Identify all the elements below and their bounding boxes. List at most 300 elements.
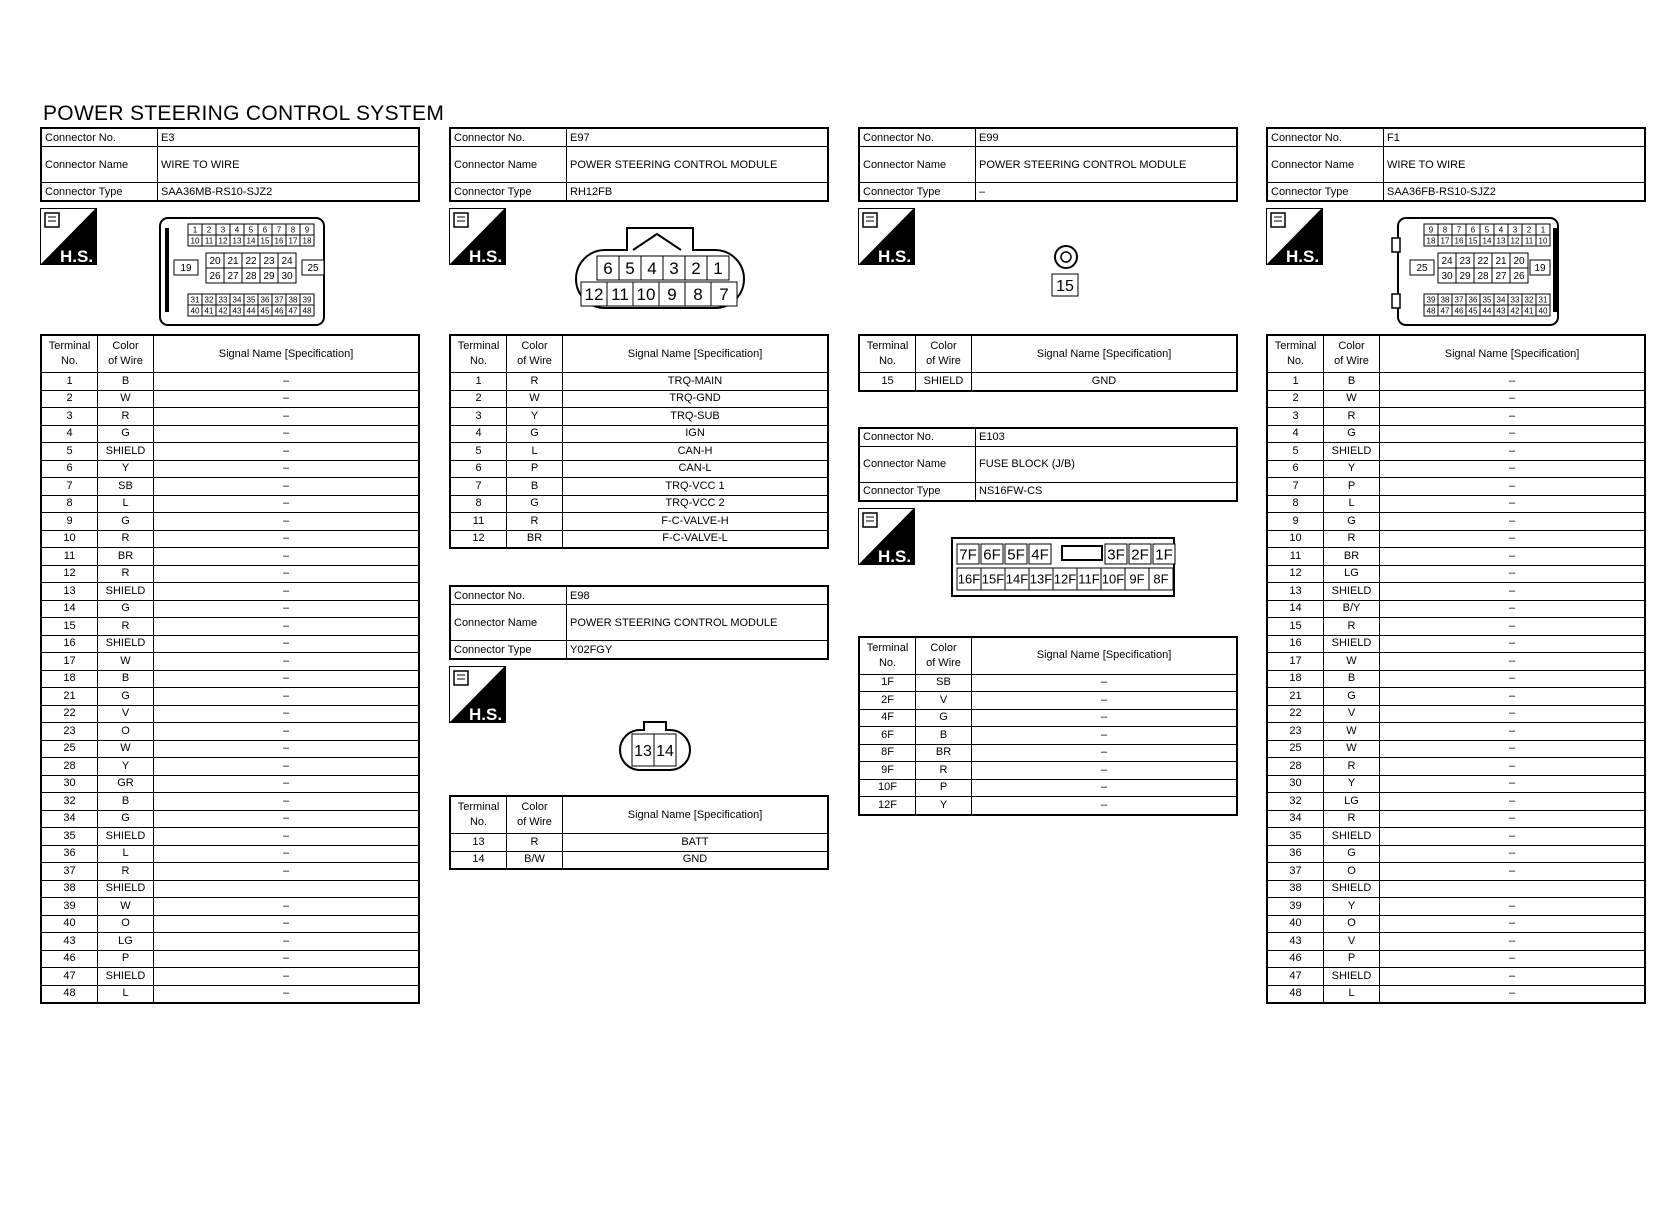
connector-info-e97: [449, 127, 829, 202]
wire-color-cell: L: [98, 845, 154, 863]
pin-number: 46: [1454, 306, 1464, 316]
table-row: [1267, 775, 1645, 793]
connector-no-value: E97: [567, 128, 829, 147]
wire-color-cell: W: [1324, 390, 1380, 408]
connector-no-value: E99: [976, 128, 1238, 147]
pin-number: 43: [232, 306, 242, 316]
table-row: [41, 688, 419, 706]
terminal-no-cell: 16: [41, 635, 98, 653]
pin-number: 18: [1426, 236, 1436, 246]
wire-color-cell: BR: [98, 548, 154, 566]
signal-name-cell: –: [1380, 530, 1646, 548]
pin-number: 5: [248, 225, 254, 235]
signal-name-cell: –: [154, 968, 420, 986]
pin-number: 39: [1426, 295, 1436, 305]
terminal-no-cell: 6: [1267, 460, 1324, 478]
signal-name-cell: –: [1380, 495, 1646, 513]
terminal-no-cell: 48: [41, 985, 98, 1003]
table-row: [41, 635, 419, 653]
table-row: [450, 851, 828, 869]
connector-name-value: FUSE BLOCK (J/B): [976, 446, 1238, 482]
signal-name-cell: –: [1380, 845, 1646, 863]
wire-color-cell: W: [507, 390, 563, 408]
pin-number: 18: [302, 236, 312, 246]
connector-no-label: Connector No.: [450, 586, 567, 605]
table-row: [450, 478, 828, 496]
signal-name-cell: –: [154, 460, 420, 478]
table-row: [1267, 513, 1645, 531]
signal-name-cell: TRQ-GND: [563, 390, 829, 408]
terminal-table-e98: [449, 795, 829, 870]
table-row: [41, 740, 419, 758]
terminal-no-cell: 7: [1267, 478, 1324, 496]
signal-name-cell: –: [972, 762, 1238, 780]
pin-number: 13: [1496, 236, 1506, 246]
terminal-no-cell: 28: [1267, 758, 1324, 776]
table-row: [41, 828, 419, 846]
signal-name-cell: –: [154, 898, 420, 916]
table-row: [859, 797, 1237, 815]
terminal-no-cell: 21: [41, 688, 98, 706]
signal-name-cell: –: [154, 425, 420, 443]
table-row: [1267, 828, 1645, 846]
hs-harness-side-icon: H.S.: [449, 208, 506, 265]
wire-color-cell: SB: [916, 674, 972, 692]
terminal-no-cell: 8: [1267, 495, 1324, 513]
table-row: [41, 985, 419, 1003]
pin-number: 13: [634, 742, 652, 760]
terminal-no-cell: 7: [450, 478, 507, 496]
table-row: [1267, 880, 1645, 898]
pin-number: 33: [218, 295, 228, 305]
terminal-table-e99: [858, 334, 1238, 392]
terminal-no-cell: 40: [41, 915, 98, 933]
pin-number: 46: [274, 306, 284, 316]
table-row: [41, 933, 419, 951]
pin-number: 25: [1416, 263, 1428, 275]
signal-name-cell: –: [1380, 740, 1646, 758]
wire-color-cell: G: [98, 600, 154, 618]
wire-color-cell: R: [98, 863, 154, 881]
pin-number: 1: [713, 259, 723, 279]
wire-color-cell: SHIELD: [1324, 828, 1380, 846]
table-row: [1267, 968, 1645, 986]
pin-number: 14: [246, 236, 256, 246]
terminal-no-cell: 1F: [859, 674, 916, 692]
signal-name-cell: CAN-H: [563, 443, 829, 461]
terminal-no-cell: 35: [41, 828, 98, 846]
connector-name-label: Connector Name: [450, 147, 567, 183]
connector-type-label: Connector Type: [859, 183, 976, 202]
table-row: [859, 779, 1237, 797]
wire-color-cell: L: [98, 985, 154, 1003]
signal-name-cell: [1380, 880, 1646, 898]
signal-name-cell: –: [1380, 968, 1646, 986]
terminal-no-cell: 8F: [859, 744, 916, 762]
terminal-no-header: Terminal No.: [859, 637, 916, 675]
table-row: [1267, 705, 1645, 723]
e3-pin-grid: [174, 224, 324, 316]
pin-number: 37: [274, 295, 284, 305]
pin-number: 16: [1454, 236, 1464, 246]
pin-number: 26: [1513, 271, 1525, 283]
wire-color-cell: Y: [98, 460, 154, 478]
table-row: [1267, 373, 1645, 391]
pin-number: 3: [1512, 225, 1518, 235]
signal-name-cell: –: [154, 618, 420, 636]
signal-name-cell: –: [972, 797, 1238, 815]
table-row: [1267, 985, 1645, 1003]
connector-figure-f1: [1266, 202, 1646, 334]
pin-number: 24: [1441, 256, 1453, 268]
pin-number: 4F: [1031, 545, 1049, 563]
wire-color-cell: SHIELD: [1324, 635, 1380, 653]
wire-color-cell: R: [98, 408, 154, 426]
terminal-no-cell: 21: [1267, 688, 1324, 706]
pin-number: 14: [656, 742, 674, 760]
signal-name-cell: –: [1380, 933, 1646, 951]
wire-color-cell: R: [507, 373, 563, 391]
connector-type-label: Connector Type: [41, 183, 158, 202]
table-row: [1267, 425, 1645, 443]
table-row: [41, 583, 419, 601]
pin-number: 30: [281, 271, 293, 283]
signal-name-cell: –: [154, 828, 420, 846]
pin-number: 17: [288, 236, 298, 246]
table-row: [1267, 635, 1645, 653]
terminal-no-cell: 18: [41, 670, 98, 688]
wire-color-cell: Y: [1324, 775, 1380, 793]
wire-color-cell: B: [1324, 373, 1380, 391]
signal-name-cell: –: [154, 653, 420, 671]
table-row: [1267, 390, 1645, 408]
wire-color-cell: SHIELD: [98, 635, 154, 653]
signal-name-cell: –: [972, 727, 1238, 745]
table-row: [41, 793, 419, 811]
table-row: [41, 863, 419, 881]
pin-number: 10: [1538, 236, 1548, 246]
terminal-no-cell: 5: [450, 443, 507, 461]
table-row: [41, 775, 419, 793]
signal-name-header: Signal Name [Specification]: [972, 335, 1238, 373]
pin-number: 11: [204, 236, 214, 246]
pin-number: 14: [1482, 236, 1492, 246]
pin-number: 10: [636, 285, 656, 305]
terminal-no-cell: 14: [41, 600, 98, 618]
connector-figure-e3: [40, 202, 420, 334]
connector-info-e3: [40, 127, 420, 202]
table-row: [1267, 810, 1645, 828]
pin-number: 47: [288, 306, 298, 316]
wire-color-cell: R: [1324, 408, 1380, 426]
signal-name-cell: –: [154, 863, 420, 881]
terminal-no-cell: 13: [1267, 583, 1324, 601]
wire-color-cell: W: [1324, 653, 1380, 671]
terminal-no-cell: 34: [1267, 810, 1324, 828]
pin-number: 15: [260, 236, 270, 246]
connector-type-label: Connector Type: [859, 482, 976, 501]
wire-color-cell: V: [1324, 705, 1380, 723]
terminal-no-cell: 32: [41, 793, 98, 811]
wire-color-cell: W: [98, 653, 154, 671]
wire-color-cell: R: [1324, 810, 1380, 828]
wire-color-cell: SHIELD: [98, 880, 154, 898]
wire-color-cell: SHIELD: [1324, 583, 1380, 601]
wire-color-cell: G: [916, 709, 972, 727]
connector-info-e103: [858, 427, 1238, 502]
terminal-no-cell: 28: [41, 758, 98, 776]
pin-number: 48: [1426, 306, 1436, 316]
pin-number: 12: [218, 236, 228, 246]
pin-number: 20: [209, 256, 221, 268]
pin-number: 7: [1456, 225, 1462, 235]
signal-name-cell: –: [1380, 688, 1646, 706]
pin-number: 7F: [959, 545, 977, 563]
pin-number: 23: [263, 256, 275, 268]
wire-color-cell: W: [98, 390, 154, 408]
hs-harness-side-icon: H.S.: [40, 208, 97, 265]
terminal-no-cell: 13: [41, 583, 98, 601]
terminal-no-cell: 9: [41, 513, 98, 531]
wire-color-cell: BR: [1324, 548, 1380, 566]
signal-name-cell: –: [154, 408, 420, 426]
terminal-no-cell: 5: [41, 443, 98, 461]
table-row: [859, 762, 1237, 780]
wire-color-cell: G: [1324, 688, 1380, 706]
pin-number: 13: [232, 236, 242, 246]
pin-number: 32: [1524, 295, 1534, 305]
terminal-no-cell: 5: [1267, 443, 1324, 461]
terminal-no-cell: 2: [1267, 390, 1324, 408]
wire-color-cell: G: [507, 425, 563, 443]
terminal-no-cell: 6F: [859, 727, 916, 745]
connector-figure-e99: [858, 202, 1238, 334]
wire-color-cell: G: [98, 688, 154, 706]
signal-name-cell: –: [1380, 373, 1646, 391]
pin-number: 26: [209, 271, 221, 283]
signal-name-cell: –: [1380, 863, 1646, 881]
wire-color-cell: W: [98, 898, 154, 916]
terminal-no-header: Terminal No.: [450, 796, 507, 834]
wire-color-cell: B: [98, 793, 154, 811]
table-row: [859, 744, 1237, 762]
table-row: [1267, 460, 1645, 478]
wire-color-header: Color of Wire: [916, 637, 972, 675]
terminal-no-cell: 6: [41, 460, 98, 478]
table-row: [41, 758, 419, 776]
signal-name-cell: –: [154, 810, 420, 828]
pin-number: 6F: [983, 545, 1001, 563]
pin-number: 6: [262, 225, 268, 235]
table-row: [1267, 478, 1645, 496]
wire-color-cell: L: [1324, 985, 1380, 1003]
pin-number: 33: [1510, 295, 1520, 305]
signal-name-cell: –: [1380, 915, 1646, 933]
signal-name-cell: –: [972, 674, 1238, 692]
signal-name-cell: –: [1380, 635, 1646, 653]
pin-number: 16: [274, 236, 284, 246]
table-row: [859, 674, 1237, 692]
terminal-table-e103: [858, 636, 1238, 816]
connector-type-value: –: [976, 183, 1238, 202]
table-row: [41, 880, 419, 898]
pin-number: 4: [234, 225, 240, 235]
table-row: [41, 723, 419, 741]
table-row: [41, 390, 419, 408]
pin-number: 42: [1510, 306, 1520, 316]
table-row: [450, 373, 828, 391]
terminal-no-cell: 2: [41, 390, 98, 408]
wire-color-cell: BR: [916, 744, 972, 762]
pin-number: 9: [1428, 225, 1434, 235]
signal-name-cell: CAN-L: [563, 460, 829, 478]
signal-name-cell: –: [154, 915, 420, 933]
signal-name-cell: –: [154, 513, 420, 531]
table-row: [41, 950, 419, 968]
terminal-table-f1: [1266, 334, 1646, 1004]
connector-type-value: Y02FGY: [567, 641, 829, 660]
wire-color-cell: W: [1324, 723, 1380, 741]
table-row: [1267, 565, 1645, 583]
terminal-no-cell: 2: [450, 390, 507, 408]
terminal-no-cell: 10: [41, 530, 98, 548]
terminal-no-cell: 3: [41, 408, 98, 426]
terminal-no-cell: 25: [1267, 740, 1324, 758]
wire-color-cell: V: [1324, 933, 1380, 951]
table-row: [450, 460, 828, 478]
signal-name-cell: –: [1380, 513, 1646, 531]
table-row: [1267, 915, 1645, 933]
connector-type-label: Connector Type: [450, 641, 567, 660]
signal-name-cell: –: [1380, 408, 1646, 426]
signal-name-cell: –: [154, 548, 420, 566]
table-row: [41, 460, 419, 478]
pin-number: 37: [1454, 295, 1464, 305]
wire-color-cell: Y: [507, 408, 563, 426]
pin-number: 1: [1540, 225, 1546, 235]
terminal-no-cell: 4: [1267, 425, 1324, 443]
pin-number: 34: [232, 295, 242, 305]
signal-name-cell: –: [1380, 600, 1646, 618]
terminal-no-cell: 1: [450, 373, 507, 391]
table-row: [41, 408, 419, 426]
terminal-no-cell: 46: [41, 950, 98, 968]
table-row: [1267, 408, 1645, 426]
signal-name-cell: –: [154, 723, 420, 741]
wire-color-cell: B/Y: [1324, 600, 1380, 618]
wire-color-cell: P: [98, 950, 154, 968]
terminal-no-cell: 14: [1267, 600, 1324, 618]
table-row: [1267, 740, 1645, 758]
table-row: [450, 495, 828, 513]
pin-number: 47: [1440, 306, 1450, 316]
table-row: [1267, 583, 1645, 601]
wire-color-cell: R: [98, 618, 154, 636]
pin-number: 12: [1510, 236, 1520, 246]
terminal-no-cell: 10: [1267, 530, 1324, 548]
wire-color-cell: L: [98, 495, 154, 513]
table-row: [41, 845, 419, 863]
pin-number: 35: [246, 295, 256, 305]
connector-name-value: WIRE TO WIRE: [1384, 147, 1646, 183]
connector-figure-e98: [449, 660, 829, 795]
signal-name-cell: –: [154, 740, 420, 758]
signal-name-cell: IGN: [563, 425, 829, 443]
table-row: [41, 898, 419, 916]
connector-name-label: Connector Name: [1267, 147, 1384, 183]
wire-color-cell: B/W: [507, 851, 563, 869]
table-row: [41, 425, 419, 443]
table-row: [1267, 443, 1645, 461]
terminal-no-cell: 12F: [859, 797, 916, 815]
terminal-no-cell: 8: [450, 495, 507, 513]
signal-name-cell: –: [1380, 443, 1646, 461]
wire-color-cell: G: [98, 810, 154, 828]
wire-color-cell: R: [98, 530, 154, 548]
pin-number: 12: [584, 285, 604, 305]
signal-name-cell: –: [972, 709, 1238, 727]
wire-color-cell: B: [98, 670, 154, 688]
terminal-table-e3: [40, 334, 420, 1004]
pin-number: 23: [1459, 256, 1471, 268]
terminal-no-cell: 4: [41, 425, 98, 443]
wire-color-cell: G: [1324, 425, 1380, 443]
pin-number: 5: [1484, 225, 1490, 235]
signal-name-cell: –: [154, 495, 420, 513]
pin-number: 42: [218, 306, 228, 316]
signal-name-cell: BATT: [563, 834, 829, 852]
wire-color-cell: SHIELD: [1324, 968, 1380, 986]
table-row: [450, 390, 828, 408]
pin-number: 11F: [1078, 571, 1100, 587]
connector-face-e98: [616, 718, 694, 772]
wire-color-cell: LG: [1324, 793, 1380, 811]
table-row: [859, 727, 1237, 745]
terminal-no-cell: 38: [1267, 880, 1324, 898]
pin-number: 12F: [1053, 571, 1077, 587]
terminal-no-cell: 16: [1267, 635, 1324, 653]
signal-name-cell: GND: [563, 851, 829, 869]
wire-color-cell: G: [98, 425, 154, 443]
terminal-no-cell: 15: [1267, 618, 1324, 636]
terminal-no-cell: 35: [1267, 828, 1324, 846]
pin-number: 5F: [1007, 545, 1025, 563]
pin-number: 2F: [1131, 545, 1149, 563]
table-row: [41, 618, 419, 636]
wire-color-cell: O: [98, 723, 154, 741]
terminal-no-cell: 17: [1267, 653, 1324, 671]
terminal-no-cell: 1: [41, 373, 98, 391]
wire-color-cell: P: [1324, 478, 1380, 496]
terminal-no-cell: 48: [1267, 985, 1324, 1003]
wire-color-header: Color of Wire: [916, 335, 972, 373]
connector-e97-e98-section: [449, 127, 829, 870]
pin-number: 19: [180, 263, 192, 275]
wire-color-cell: B: [507, 478, 563, 496]
signal-name-header: Signal Name [Specification]: [154, 335, 420, 373]
table-row: [1267, 950, 1645, 968]
signal-name-cell: –: [1380, 565, 1646, 583]
signal-name-cell: –: [154, 443, 420, 461]
pin-number: 3F: [1107, 545, 1125, 563]
connector-face-e97: [569, 224, 749, 316]
signal-name-cell: –: [972, 779, 1238, 797]
table-row: [1267, 933, 1645, 951]
terminal-no-cell: 46: [1267, 950, 1324, 968]
signal-name-cell: –: [1380, 985, 1646, 1003]
pin-number: 31: [1538, 295, 1548, 305]
pin-number: 41: [1524, 306, 1534, 316]
